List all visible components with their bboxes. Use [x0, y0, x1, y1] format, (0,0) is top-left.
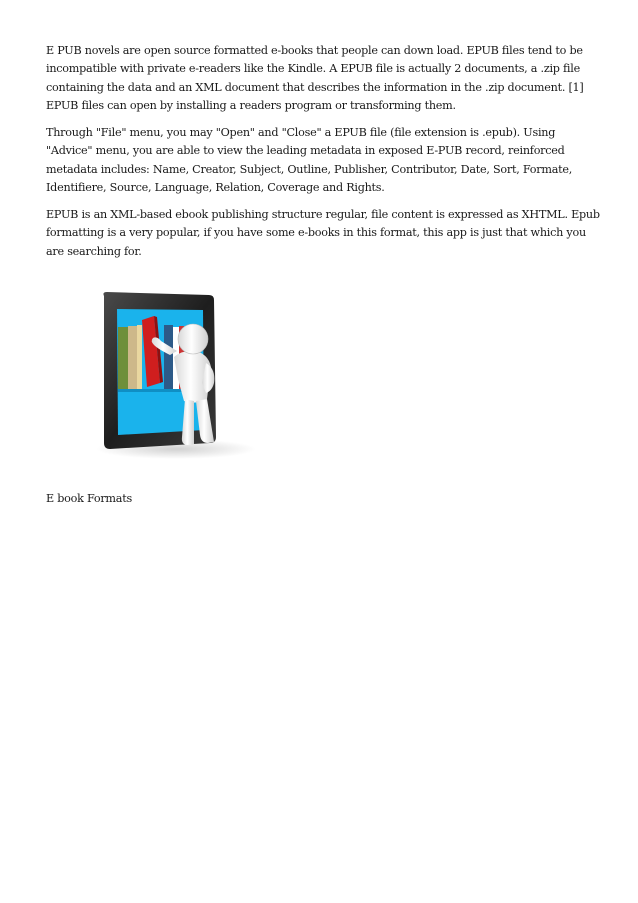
tablet-bookshelf-figure-icon: [46, 287, 258, 467]
paragraph-intro: E PUB novels are open source formatted e-books that people can down load. EPUB files tend to be incompatible with private e-readers like the Kindle. A EPUB file is actually 2 documents, a .zip file containing the data and an XML document that describes the information in the .zip document. [1] EPUB files can open by installing a readers program or transforming them.: [46, 44, 584, 112]
image-caption: E book Formats: [46, 492, 132, 505]
paragraph-file-menu: Through "File" menu, you may "Open" and "Close" a EPUB file (file extension is .epub). Using "Advice" menu, you are able to view the leading metadata in exposed E-PUB record, reinforced metadata includes: Name, Creator, Subject, Outline, Publisher, Contributor, Date, Sort, Formate, Identifiere, Source, Language, Relation, Coverage and Rights.: [46, 126, 573, 194]
paragraph-xml-format: EPUB is an XML-based ebook publishing structure regular, file content is expressed as XHTML. Epub formatting is a very popular, if you have some e-books in this format, this app is just that which you are searching for.: [46, 208, 600, 258]
